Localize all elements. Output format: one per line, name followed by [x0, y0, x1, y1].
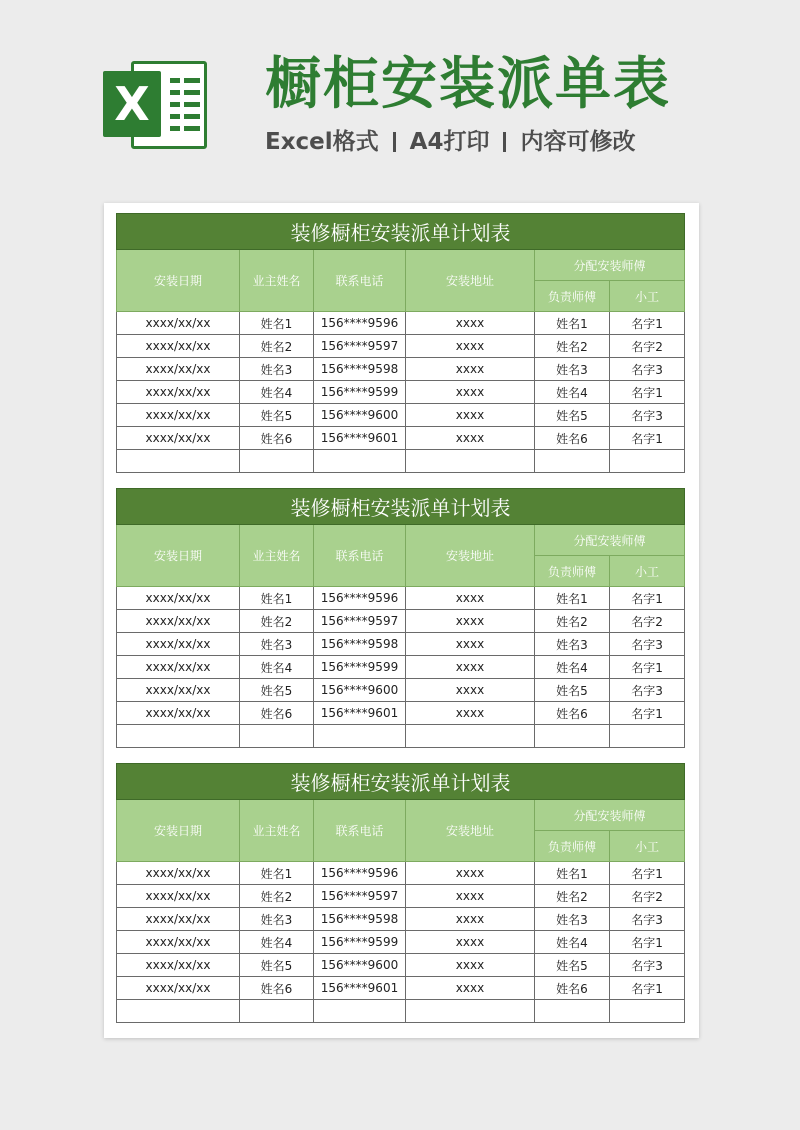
cell-address[interactable]: xxxx: [406, 679, 535, 702]
cell-owner[interactable]: 姓名2: [240, 885, 314, 908]
cell-owner[interactable]: 姓名1: [240, 312, 314, 335]
header-helper: 小工: [610, 281, 685, 312]
cell-owner[interactable]: 姓名6: [240, 702, 314, 725]
cell-helper[interactable]: 名字1: [610, 702, 685, 725]
cell-phone[interactable]: 156****9598: [314, 908, 406, 931]
cell-lead[interactable]: 姓名2: [535, 610, 610, 633]
cell-owner[interactable]: 姓名5: [240, 404, 314, 427]
sheet-title: 装修橱柜安装派单计划表: [117, 764, 685, 800]
header-assigned-workers: 分配安装师傅: [535, 800, 685, 831]
empty-cell[interactable]: [610, 725, 685, 748]
cell-address[interactable]: xxxx: [406, 404, 535, 427]
cell-lead[interactable]: 姓名5: [535, 954, 610, 977]
table-row: [117, 862, 685, 885]
cell-date[interactable]: xxxx/xx/xx: [117, 404, 240, 427]
cell-address[interactable]: xxxx: [406, 908, 535, 931]
cell-phone[interactable]: 156****9597: [314, 885, 406, 908]
table-row: [117, 656, 685, 679]
cell-address[interactable]: xxxx: [406, 977, 535, 1000]
empty-row: [117, 450, 685, 473]
table-row: [117, 908, 685, 931]
cell-phone[interactable]: 156****9599: [314, 931, 406, 954]
cell-address[interactable]: xxxx: [406, 954, 535, 977]
cell-date[interactable]: xxxx/xx/xx: [117, 977, 240, 1000]
cell-lead[interactable]: 姓名3: [535, 633, 610, 656]
table-row: [117, 954, 685, 977]
empty-cell[interactable]: [406, 450, 535, 473]
cell-phone[interactable]: 156****9596: [314, 312, 406, 335]
empty-cell[interactable]: [610, 1000, 685, 1023]
cell-phone[interactable]: 156****9600: [314, 679, 406, 702]
cell-helper[interactable]: 名字1: [610, 862, 685, 885]
table-row: [117, 633, 685, 656]
dispatch-sheet: [116, 213, 684, 473]
cell-phone[interactable]: 156****9601: [314, 977, 406, 1000]
header-phone: 联系电话: [314, 250, 406, 312]
cell-address[interactable]: xxxx: [406, 862, 535, 885]
cell-date[interactable]: xxxx/xx/xx: [117, 931, 240, 954]
excel-x-letter: X: [103, 71, 161, 137]
empty-cell[interactable]: [406, 725, 535, 748]
cell-lead[interactable]: 姓名4: [535, 931, 610, 954]
excel-icon: [103, 55, 213, 155]
header-address: 安装地址: [406, 525, 535, 587]
page-title: 橱柜安装派单表: [265, 52, 671, 117]
subtitle-editable: 内容可修改: [520, 129, 636, 155]
cell-date[interactable]: xxxx/xx/xx: [117, 954, 240, 977]
cell-date[interactable]: xxxx/xx/xx: [117, 427, 240, 450]
header-install-date: 安装日期: [117, 800, 240, 862]
empty-cell[interactable]: [535, 725, 610, 748]
cell-date[interactable]: xxxx/xx/xx: [117, 358, 240, 381]
table-row: [117, 931, 685, 954]
cell-lead[interactable]: 姓名3: [535, 358, 610, 381]
cell-date[interactable]: xxxx/xx/xx: [117, 381, 240, 404]
cell-helper[interactable]: 名字1: [610, 656, 685, 679]
table-row: [117, 977, 685, 1000]
cell-date[interactable]: xxxx/xx/xx: [117, 862, 240, 885]
cell-phone[interactable]: 156****9597: [314, 335, 406, 358]
table-row: [117, 358, 685, 381]
header-phone: 联系电话: [314, 525, 406, 587]
cell-lead[interactable]: 姓名3: [535, 908, 610, 931]
cell-address[interactable]: xxxx: [406, 633, 535, 656]
cell-phone[interactable]: 156****9601: [314, 427, 406, 450]
empty-cell[interactable]: [610, 450, 685, 473]
empty-cell[interactable]: [240, 1000, 314, 1023]
empty-row: [117, 725, 685, 748]
cell-address[interactable]: xxxx: [406, 656, 535, 679]
cell-owner[interactable]: 姓名4: [240, 381, 314, 404]
cell-helper[interactable]: 名字1: [610, 381, 685, 404]
header-address: 安装地址: [406, 250, 535, 312]
cell-address[interactable]: xxxx: [406, 587, 535, 610]
cell-date[interactable]: xxxx/xx/xx: [117, 610, 240, 633]
cell-helper[interactable]: 名字1: [610, 931, 685, 954]
empty-cell[interactable]: [117, 450, 240, 473]
subtitle-divider: [393, 132, 396, 152]
header-helper: 小工: [610, 831, 685, 862]
cell-phone[interactable]: 156****9599: [314, 381, 406, 404]
cell-owner[interactable]: 姓名2: [240, 610, 314, 633]
table-row: [117, 610, 685, 633]
dispatch-table: [116, 488, 685, 748]
cell-helper[interactable]: 名字3: [610, 908, 685, 931]
subtitle-divider: [503, 132, 506, 152]
header-owner-name: 业主姓名: [240, 250, 314, 312]
cell-helper[interactable]: 名字2: [610, 335, 685, 358]
table-row: [117, 427, 685, 450]
cell-phone[interactable]: 156****9600: [314, 954, 406, 977]
sheet-title: 装修橱柜安装派单计划表: [117, 214, 685, 250]
header-install-date: 安装日期: [117, 525, 240, 587]
cell-helper[interactable]: 名字1: [610, 977, 685, 1000]
cell-owner[interactable]: 姓名5: [240, 679, 314, 702]
empty-cell[interactable]: [117, 1000, 240, 1023]
cell-address[interactable]: xxxx: [406, 335, 535, 358]
header-address: 安装地址: [406, 800, 535, 862]
cell-lead[interactable]: 姓名1: [535, 587, 610, 610]
cell-date[interactable]: xxxx/xx/xx: [117, 335, 240, 358]
cell-owner[interactable]: 姓名1: [240, 587, 314, 610]
cell-lead[interactable]: 姓名1: [535, 862, 610, 885]
header-lead-worker: 负责师傅: [535, 831, 610, 862]
cell-owner[interactable]: 姓名1: [240, 862, 314, 885]
cell-lead[interactable]: 姓名2: [535, 335, 610, 358]
cell-helper[interactable]: 名字1: [610, 427, 685, 450]
dispatch-table: [116, 213, 685, 473]
cell-helper[interactable]: 名字3: [610, 633, 685, 656]
table-row: [117, 679, 685, 702]
sheet-title: 装修橱柜安装派单计划表: [117, 489, 685, 525]
cell-address[interactable]: xxxx: [406, 312, 535, 335]
page-header: [0, 0, 800, 200]
subtitle-format: Excel格式: [265, 129, 379, 155]
table-row: [117, 335, 685, 358]
cell-phone[interactable]: 156****9597: [314, 610, 406, 633]
table-row: [117, 587, 685, 610]
table-row: [117, 381, 685, 404]
table-row: [117, 404, 685, 427]
cell-date[interactable]: xxxx/xx/xx: [117, 312, 240, 335]
cell-helper[interactable]: 名字3: [610, 404, 685, 427]
cell-phone[interactable]: 156****9601: [314, 702, 406, 725]
cell-lead[interactable]: 姓名5: [535, 404, 610, 427]
empty-row: [117, 1000, 685, 1023]
cell-helper[interactable]: 名字3: [610, 679, 685, 702]
cell-helper[interactable]: 名字3: [610, 358, 685, 381]
empty-cell[interactable]: [117, 725, 240, 748]
table-row: [117, 312, 685, 335]
cell-helper[interactable]: 名字1: [610, 312, 685, 335]
cell-owner[interactable]: 姓名6: [240, 427, 314, 450]
cell-lead[interactable]: 姓名6: [535, 977, 610, 1000]
cell-lead[interactable]: 姓名6: [535, 427, 610, 450]
empty-cell[interactable]: [535, 450, 610, 473]
cell-date[interactable]: xxxx/xx/xx: [117, 656, 240, 679]
cell-address[interactable]: xxxx: [406, 702, 535, 725]
table-row: [117, 702, 685, 725]
empty-cell[interactable]: [240, 725, 314, 748]
cell-helper[interactable]: 名字3: [610, 954, 685, 977]
empty-cell[interactable]: [314, 1000, 406, 1023]
cell-address[interactable]: xxxx: [406, 931, 535, 954]
cell-phone[interactable]: 156****9596: [314, 862, 406, 885]
empty-cell[interactable]: [535, 1000, 610, 1023]
empty-cell[interactable]: [406, 1000, 535, 1023]
header-owner-name: 业主姓名: [240, 800, 314, 862]
dispatch-sheet: [116, 763, 684, 1023]
cell-address[interactable]: xxxx: [406, 358, 535, 381]
cell-lead[interactable]: 姓名5: [535, 679, 610, 702]
cell-phone[interactable]: 156****9598: [314, 633, 406, 656]
empty-cell[interactable]: [240, 450, 314, 473]
cell-lead[interactable]: 姓名6: [535, 702, 610, 725]
cell-phone[interactable]: 156****9596: [314, 587, 406, 610]
cell-owner[interactable]: 姓名3: [240, 633, 314, 656]
header-install-date: 安装日期: [117, 250, 240, 312]
table-row: [117, 885, 685, 908]
cell-date[interactable]: xxxx/xx/xx: [117, 702, 240, 725]
cell-owner[interactable]: 姓名6: [240, 977, 314, 1000]
cell-date[interactable]: xxxx/xx/xx: [117, 679, 240, 702]
cell-phone[interactable]: 156****9599: [314, 656, 406, 679]
header-assigned-workers: 分配安装师傅: [535, 250, 685, 281]
empty-cell[interactable]: [314, 450, 406, 473]
cell-date[interactable]: xxxx/xx/xx: [117, 587, 240, 610]
header-helper: 小工: [610, 556, 685, 587]
header-assigned-workers: 分配安装师傅: [535, 525, 685, 556]
cell-helper[interactable]: 名字2: [610, 610, 685, 633]
cell-date[interactable]: xxxx/xx/xx: [117, 908, 240, 931]
header-lead-worker: 负责师傅: [535, 556, 610, 587]
cell-lead[interactable]: 姓名4: [535, 656, 610, 679]
cell-lead[interactable]: 姓名1: [535, 312, 610, 335]
cell-owner[interactable]: 姓名4: [240, 931, 314, 954]
cell-owner[interactable]: 姓名5: [240, 954, 314, 977]
cell-date[interactable]: xxxx/xx/xx: [117, 885, 240, 908]
cell-owner[interactable]: 姓名3: [240, 908, 314, 931]
header-phone: 联系电话: [314, 800, 406, 862]
cell-phone[interactable]: 156****9600: [314, 404, 406, 427]
cell-address[interactable]: xxxx: [406, 610, 535, 633]
dispatch-table: [116, 763, 685, 1023]
cell-owner[interactable]: 姓名4: [240, 656, 314, 679]
cell-date[interactable]: xxxx/xx/xx: [117, 633, 240, 656]
cell-address[interactable]: xxxx: [406, 885, 535, 908]
header-lead-worker: 负责师傅: [535, 281, 610, 312]
cell-address[interactable]: xxxx: [406, 427, 535, 450]
cell-helper[interactable]: 名字1: [610, 587, 685, 610]
cell-lead[interactable]: 姓名2: [535, 885, 610, 908]
subtitle-print: A4打印: [409, 129, 490, 155]
dispatch-sheet: [116, 488, 684, 748]
page-subtitle: [265, 126, 715, 158]
header-owner-name: 业主姓名: [240, 525, 314, 587]
cell-phone[interactable]: 156****9598: [314, 358, 406, 381]
cell-owner[interactable]: 姓名2: [240, 335, 314, 358]
cell-helper[interactable]: 名字2: [610, 885, 685, 908]
cell-address[interactable]: xxxx: [406, 381, 535, 404]
cell-owner[interactable]: 姓名3: [240, 358, 314, 381]
cell-lead[interactable]: 姓名4: [535, 381, 610, 404]
empty-cell[interactable]: [314, 725, 406, 748]
